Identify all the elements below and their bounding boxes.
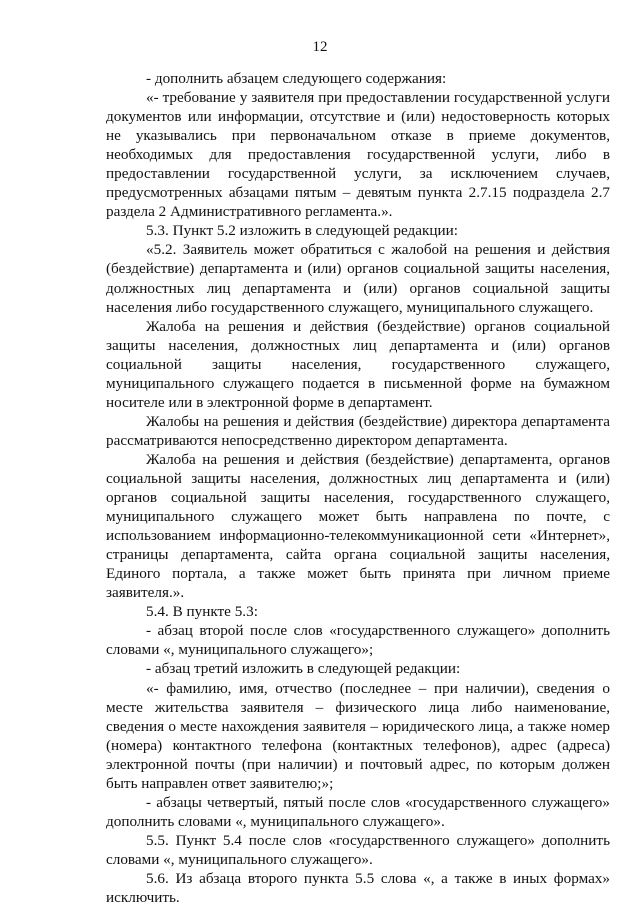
paragraph-add-abzac-intro: - дополнить абзацем следующего содержания: bbox=[146, 70, 447, 87]
paragraph-complaint-written-form: Жалоба на решения и действия (бездействие) органов социальной защиты населения, должностных лиц департамента и (или) органов социальной защиты населения, государственного служащего, муниципального служащего подается в письменной форме на бумажном носителе или в электронной форме в департамент. bbox=[106, 317, 610, 411]
paragraph-abzac-third-intro: - абзац третий изложить в следующей редакции: bbox=[146, 660, 461, 678]
paragraph-5-3-heading: 5.3. Пункт 5.2 изложить в следующей редакции: bbox=[146, 222, 459, 240]
paragraph-requirement-quote: «- требование у заявителя при предоставлении государственной услуги документов или информации, отсутствие и (или) недостоверность которых не указывались при первоначальном отказе в приеме документов, необходимых для предоставления государственной услуги, либо в предоставлении государственной услуги, за исключением случаев, предусмотренных абзацами пятым – девятым пункта 2.7.15 подраздела 2.7 раздела 2 Административного регламента.». bbox=[106, 89, 610, 221]
page-number: 12 bbox=[312, 39, 328, 55]
paragraph-5-6: 5.6. Из абзаца второго пункта 5.5 слова «, а также в иных формах» исключить. bbox=[106, 869, 610, 907]
paragraph-5-2-complaint: «5.2. Заявитель может обратиться с жалобой на решения и действия (бездействие) департамента и (или) органов социальной защиты населения, должностных лиц департамента и (или) органов социальной защиты населения либо государственного служащего, муниципального служащего. bbox=[106, 241, 610, 316]
document-body bbox=[106, 69, 610, 907]
paragraph-abzac-second: - абзац второй после слов «государственного служащего» дополнить словами «, муниципального служащего»; bbox=[106, 622, 610, 659]
paragraph-5-5: 5.5. Пункт 5.4 после слов «государственного служащего» дополнить словами «, муниципального служащего». bbox=[106, 831, 610, 868]
paragraph-applicant-details: «- фамилию, имя, отчество (последнее – при наличии), сведения о месте жительства заявителя – физического лица либо наименование, сведения о месте нахождения заявителя – юридического лица, а также номер (номера) контактного телефона (контактных телефонов), адрес (адреса) электронной почты (при наличии) и почтовый адрес, по которым должен быть направлен ответ заявителю;»; bbox=[106, 679, 610, 792]
paragraph-abzac-fourth-fifth: - абзацы четвертый, пятый после слов «государственного служащего» дополнить словами «, муниципального служащего». bbox=[106, 793, 610, 830]
paragraph-5-4-heading: 5.4. В пункте 5.3: bbox=[146, 603, 258, 621]
paragraph-director-complaints: Жалобы на решения и действия (бездействие) директора департамента рассматриваются непосредственно директором департамента. bbox=[106, 412, 610, 449]
paragraph-complaint-channels: Жалоба на решения и действия (бездействие) департамента, органов социальной защиты населения, должностных лиц департамента и (или) органов социальной защиты населения, государственного служащего, муниципального служащего может быть направлена по почте, с использованием информационно-телекоммуникационной сети «Интернет», страницы департамента, сайта органа социальной защиты населения, Единого портала, а также может быть принята при личном приеме заявителя.». bbox=[106, 450, 610, 602]
